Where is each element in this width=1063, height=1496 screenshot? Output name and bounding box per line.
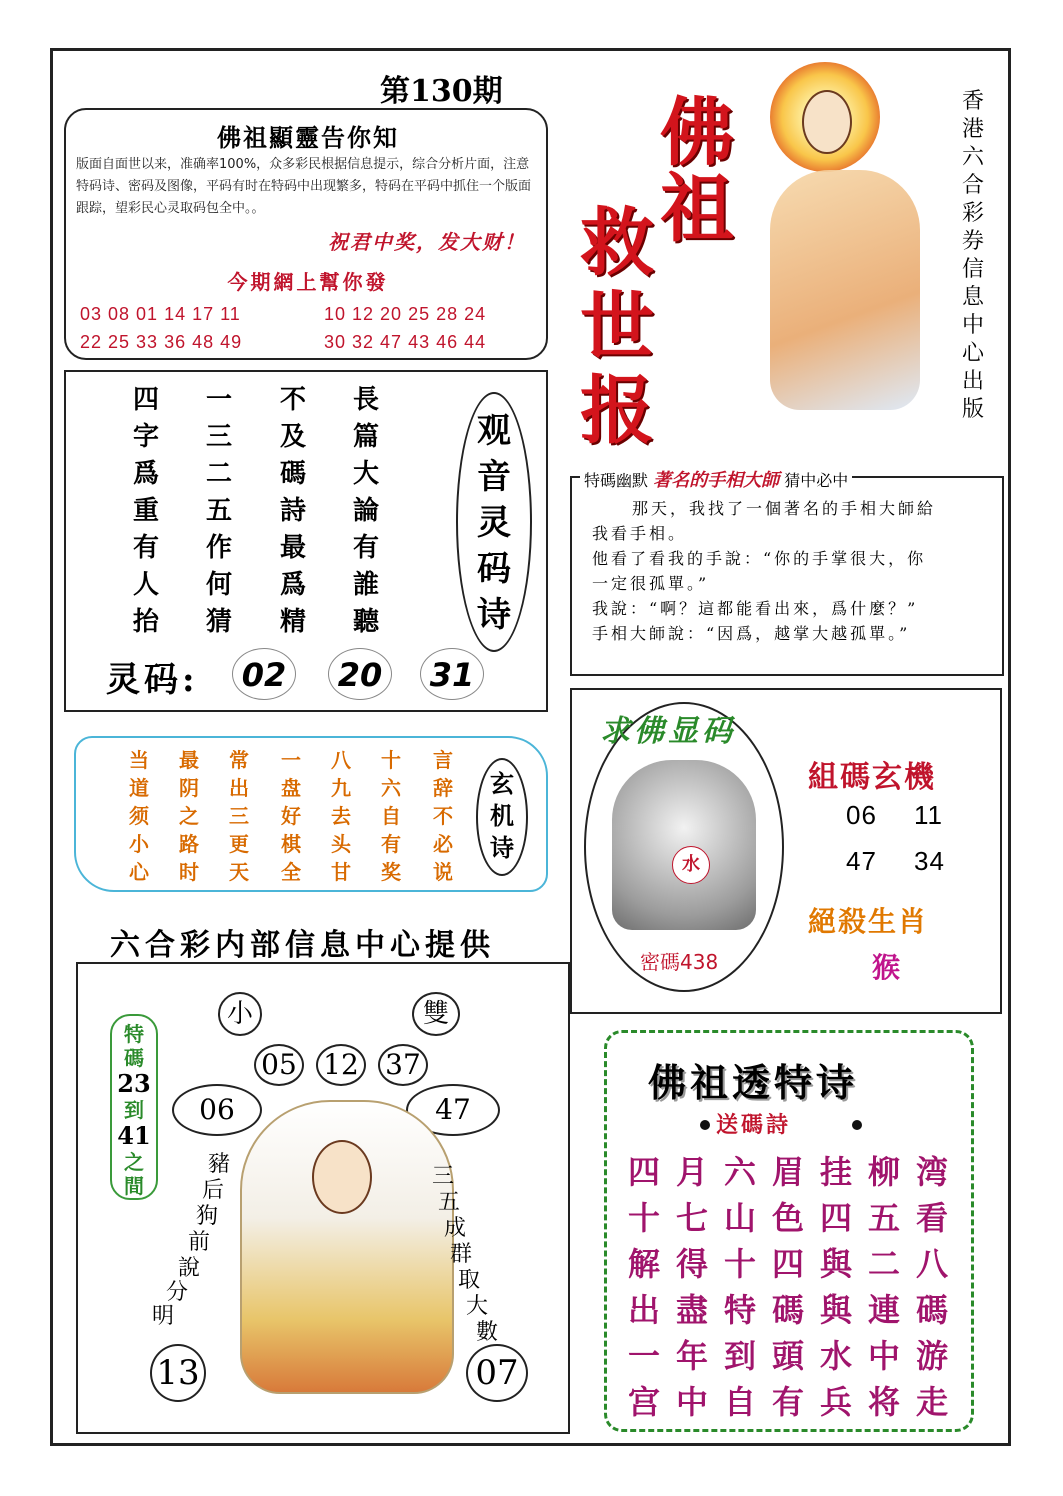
zuma-number: 11 (914, 800, 943, 830)
poem-char: 篇 (352, 422, 379, 452)
right-phrase-char: 三 (431, 1164, 454, 1189)
tema-range-box (110, 1014, 158, 1200)
poem-char: 何 (205, 570, 232, 600)
xuanji-column-3 (224, 746, 254, 886)
poem-char: 抬 (132, 607, 159, 637)
xuanji-char: 道 (129, 776, 149, 800)
title-char-4: 世 (580, 284, 654, 370)
guanyin-standing-image (770, 170, 920, 410)
humor-body (592, 496, 996, 646)
send-poem-row: 十七山色四五看 (628, 1199, 965, 1237)
left-phrase-char: 分 (165, 1280, 188, 1305)
top-number: 12 (316, 1044, 366, 1086)
xuanji-char: 更 (229, 832, 249, 856)
xuanji-column-1 (124, 746, 154, 886)
title-char-1: 佛 (660, 90, 734, 176)
numbers-row1-left: 03 08 01 14 17 11 (80, 304, 241, 324)
kill-zodiac-title: 絕殺生肖 (808, 905, 929, 938)
title-char: 灵 (477, 503, 511, 543)
humor-header-right: 猜中必中 (784, 471, 849, 490)
guanyin-face (802, 90, 852, 154)
right-phrase-char: 成 (443, 1216, 466, 1241)
xuanji-char: 出 (229, 776, 249, 800)
poem-char: 不 (279, 385, 306, 415)
poem-char: 大 (352, 459, 379, 489)
top-number: 05 (254, 1044, 304, 1086)
xuanji-char: 九 (331, 776, 351, 800)
wish-text: 祝君中奖，发大财！ (328, 230, 526, 254)
xuanji-char: 三 (229, 804, 249, 828)
poem-char: 誰 (352, 570, 379, 600)
lingma-number: 20 (328, 648, 392, 700)
bottom-right-number: 07 (466, 1344, 528, 1402)
top-number: 37 (378, 1044, 428, 1086)
right-phrase-char: 群 (449, 1242, 472, 1267)
right-oval-number: 47 (406, 1084, 500, 1136)
zuma-title: 組碼玄機 (808, 760, 936, 795)
secret-code: 密碼438 (640, 950, 719, 974)
send-poem-row: 出盡特碼與連碼 (628, 1291, 965, 1329)
dot-icon (852, 1120, 862, 1130)
notice-box (64, 108, 548, 360)
xuanji-char: 十 (381, 748, 401, 772)
dot-icon (700, 1120, 710, 1130)
poem-char: 精 (279, 607, 306, 637)
notice-title: 佛祖顯靈告你知 (217, 123, 399, 152)
poem-char: 有 (132, 533, 159, 563)
publisher: 香港六合彩券信息中心出版 (961, 89, 984, 422)
water-element: 水 (672, 846, 710, 884)
numbers-row2-left: 22 25 33 36 48 49 (80, 332, 243, 352)
tema-number: 41 (117, 1121, 151, 1150)
left-phrase-char: 前 (187, 1230, 210, 1255)
xuanji-char: 必 (433, 832, 453, 856)
xuanji-char: 六 (381, 776, 401, 800)
kill-zodiac-value: 猴 (872, 951, 901, 984)
poem-char: 論 (352, 496, 379, 526)
tema-label: 到 (124, 1098, 144, 1122)
title-char: 观 (477, 411, 511, 451)
xuanji-char: 好 (281, 804, 301, 828)
humor-header (580, 466, 852, 492)
send-poem-row: 四月六眉挂柳湾 (628, 1153, 965, 1191)
xuanji-char: 之 (179, 804, 199, 828)
today-numbers-title: 今期網上幫你發 (227, 270, 389, 294)
double-label: 雙 (412, 992, 460, 1036)
numbers-row1-right: 10 12 20 25 28 24 (324, 304, 487, 324)
left-phrase-char: 明 (151, 1304, 174, 1329)
buddha-title: 求佛显码 (600, 714, 736, 749)
seated-guanyin-face (312, 1140, 372, 1214)
left-phrase-char: 說 (177, 1256, 200, 1281)
send-poem-subtitle: 送碼詩 (716, 1113, 792, 1138)
lingma-label: 灵码: (106, 660, 199, 700)
xuanji-char: 天 (229, 860, 249, 884)
poem-char: 長 (352, 385, 379, 415)
poem-char: 爲 (279, 570, 306, 600)
xuanji-char: 头 (331, 832, 351, 856)
title-char-5: 报 (580, 368, 654, 454)
poem-column-1 (124, 382, 168, 641)
xuanji-column-4 (276, 746, 306, 886)
xuanji-char: 最 (179, 748, 199, 772)
lingma-number: 02 (232, 648, 296, 700)
xuanji-char: 一 (281, 748, 301, 772)
bottom-left-number: 13 (150, 1344, 206, 1402)
poem-char: 碼 (279, 459, 306, 489)
xuanji-char: 时 (179, 860, 199, 884)
poem-char: 字 (132, 422, 159, 452)
humor-header-title: 著名的手相大師 (653, 470, 780, 491)
humor-header-left: 特碼幽默 (584, 471, 649, 490)
poem-char: 作 (205, 533, 232, 563)
title-char: 机 (490, 802, 514, 830)
xuanji-char: 自 (381, 804, 401, 828)
xuanji-char: 盘 (281, 776, 301, 800)
send-poem-row: 一年到頭水中游 (628, 1337, 965, 1375)
poem-char: 最 (279, 533, 306, 563)
numbers-row2-right: 30 32 47 43 46 44 (324, 332, 487, 352)
xuanji-char: 全 (281, 860, 301, 884)
title-char: 诗 (490, 834, 514, 862)
poem-char: 有 (352, 533, 379, 563)
humor-line: 手相大師說：“因爲，越掌大越孤單。” (592, 624, 911, 643)
left-phrase-char: 后 (201, 1178, 224, 1203)
xuanji-char: 须 (129, 804, 149, 828)
poem-char: 聽 (352, 607, 379, 637)
poem-column-3 (271, 382, 315, 641)
left-phrase-char: 豬 (207, 1152, 230, 1177)
zuma-number: 47 (846, 846, 877, 876)
title-char: 音 (477, 457, 511, 497)
xuanji-char: 辞 (433, 776, 453, 800)
laughing-buddha-image (612, 760, 756, 930)
poem-char: 爲 (132, 459, 159, 489)
guanyin-poem-title (456, 392, 532, 652)
xuanji-char: 奖 (381, 860, 401, 884)
poem-char: 三 (205, 422, 232, 452)
title-char-3: 救 (580, 200, 654, 286)
provider-line: 六合彩内部信息中心提供 (110, 928, 495, 963)
poem-char: 重 (132, 496, 159, 526)
lingma-number: 31 (420, 648, 484, 700)
right-phrase-char: 取 (457, 1268, 480, 1293)
xuanji-char: 心 (129, 860, 149, 884)
xuanji-poem-title (476, 758, 528, 876)
poem-char: 二 (205, 459, 232, 489)
poem-column-4 (344, 382, 388, 641)
xuanji-column-6 (376, 746, 406, 886)
title-char: 玄 (490, 770, 514, 798)
xuanji-char: 阴 (179, 776, 199, 800)
send-poem-title: 佛祖透特诗 (648, 1060, 859, 1105)
poem-char: 四 (132, 385, 159, 415)
xuanji-char: 路 (179, 832, 199, 856)
xuanji-char: 不 (433, 804, 453, 828)
right-phrase-char: 數 (475, 1320, 498, 1345)
left-oval-number: 06 (172, 1084, 262, 1136)
xuanji-char: 常 (229, 748, 249, 772)
right-phrase-char: 大 (465, 1294, 488, 1319)
tema-number: 23 (117, 1069, 151, 1098)
right-phrase-char: 五 (437, 1190, 460, 1215)
left-phrase-char: 狗 (195, 1204, 218, 1229)
humor-line: 那天，我找了一個著名的手相大師給 (632, 499, 937, 518)
xuanji-char: 言 (433, 748, 453, 772)
humor-line: 我說：“啊？這都能看出來，爲什麼？” (592, 599, 919, 618)
humor-line: 他看了看我的手說：“你的手掌很大，你 (592, 549, 927, 568)
xuanji-char: 说 (433, 860, 453, 884)
tema-label: 間 (124, 1174, 144, 1198)
xuanji-char: 去 (331, 804, 351, 828)
poem-char: 五 (205, 496, 232, 526)
poem-column-2 (197, 382, 241, 641)
tema-label: 特 (124, 1022, 144, 1046)
small-label: 小 (218, 992, 262, 1036)
zuma-number: 06 (846, 800, 877, 830)
xuanji-char: 八 (331, 748, 351, 772)
poem-char: 人 (132, 570, 159, 600)
title-char: 码 (477, 549, 511, 589)
xuanji-char: 小 (129, 832, 149, 856)
zuma-number: 34 (914, 846, 945, 876)
humor-line: 一定很孤單。” (592, 574, 710, 593)
notice-body: 版面自面世以来，准确率100%，众多彩民根据信息提示，综合分析片面，注意特码诗、密码及图像，平码有时在特码中出现繁多，特码在平码中抓住一个版面跟踪，望彩民心灵取码包全中。。 (76, 157, 532, 216)
send-poem-row: 宫中自有兵将走 (628, 1383, 965, 1421)
poem-char: 詩 (279, 496, 306, 526)
send-poem-row: 解得十四與二八 (628, 1245, 965, 1283)
title-char-2: 祖 (660, 166, 734, 252)
title-char: 诗 (477, 595, 511, 635)
tema-label: 之 (124, 1150, 144, 1174)
xuanji-column-2 (174, 746, 204, 886)
xuanji-column-5 (326, 746, 356, 886)
poem-char: 及 (279, 422, 306, 452)
tema-label: 碼 (124, 1046, 144, 1070)
issue-number: 第130期 (380, 74, 503, 109)
poem-char: 猜 (205, 607, 232, 637)
xuanji-char: 有 (381, 832, 401, 856)
xuanji-char: 甘 (331, 860, 351, 884)
xuanji-char: 棋 (281, 832, 301, 856)
xuanji-column-7 (428, 746, 458, 886)
xuanji-char: 当 (129, 748, 149, 772)
humor-line: 我看手相。 (592, 524, 688, 543)
poem-char: 一 (205, 385, 232, 415)
